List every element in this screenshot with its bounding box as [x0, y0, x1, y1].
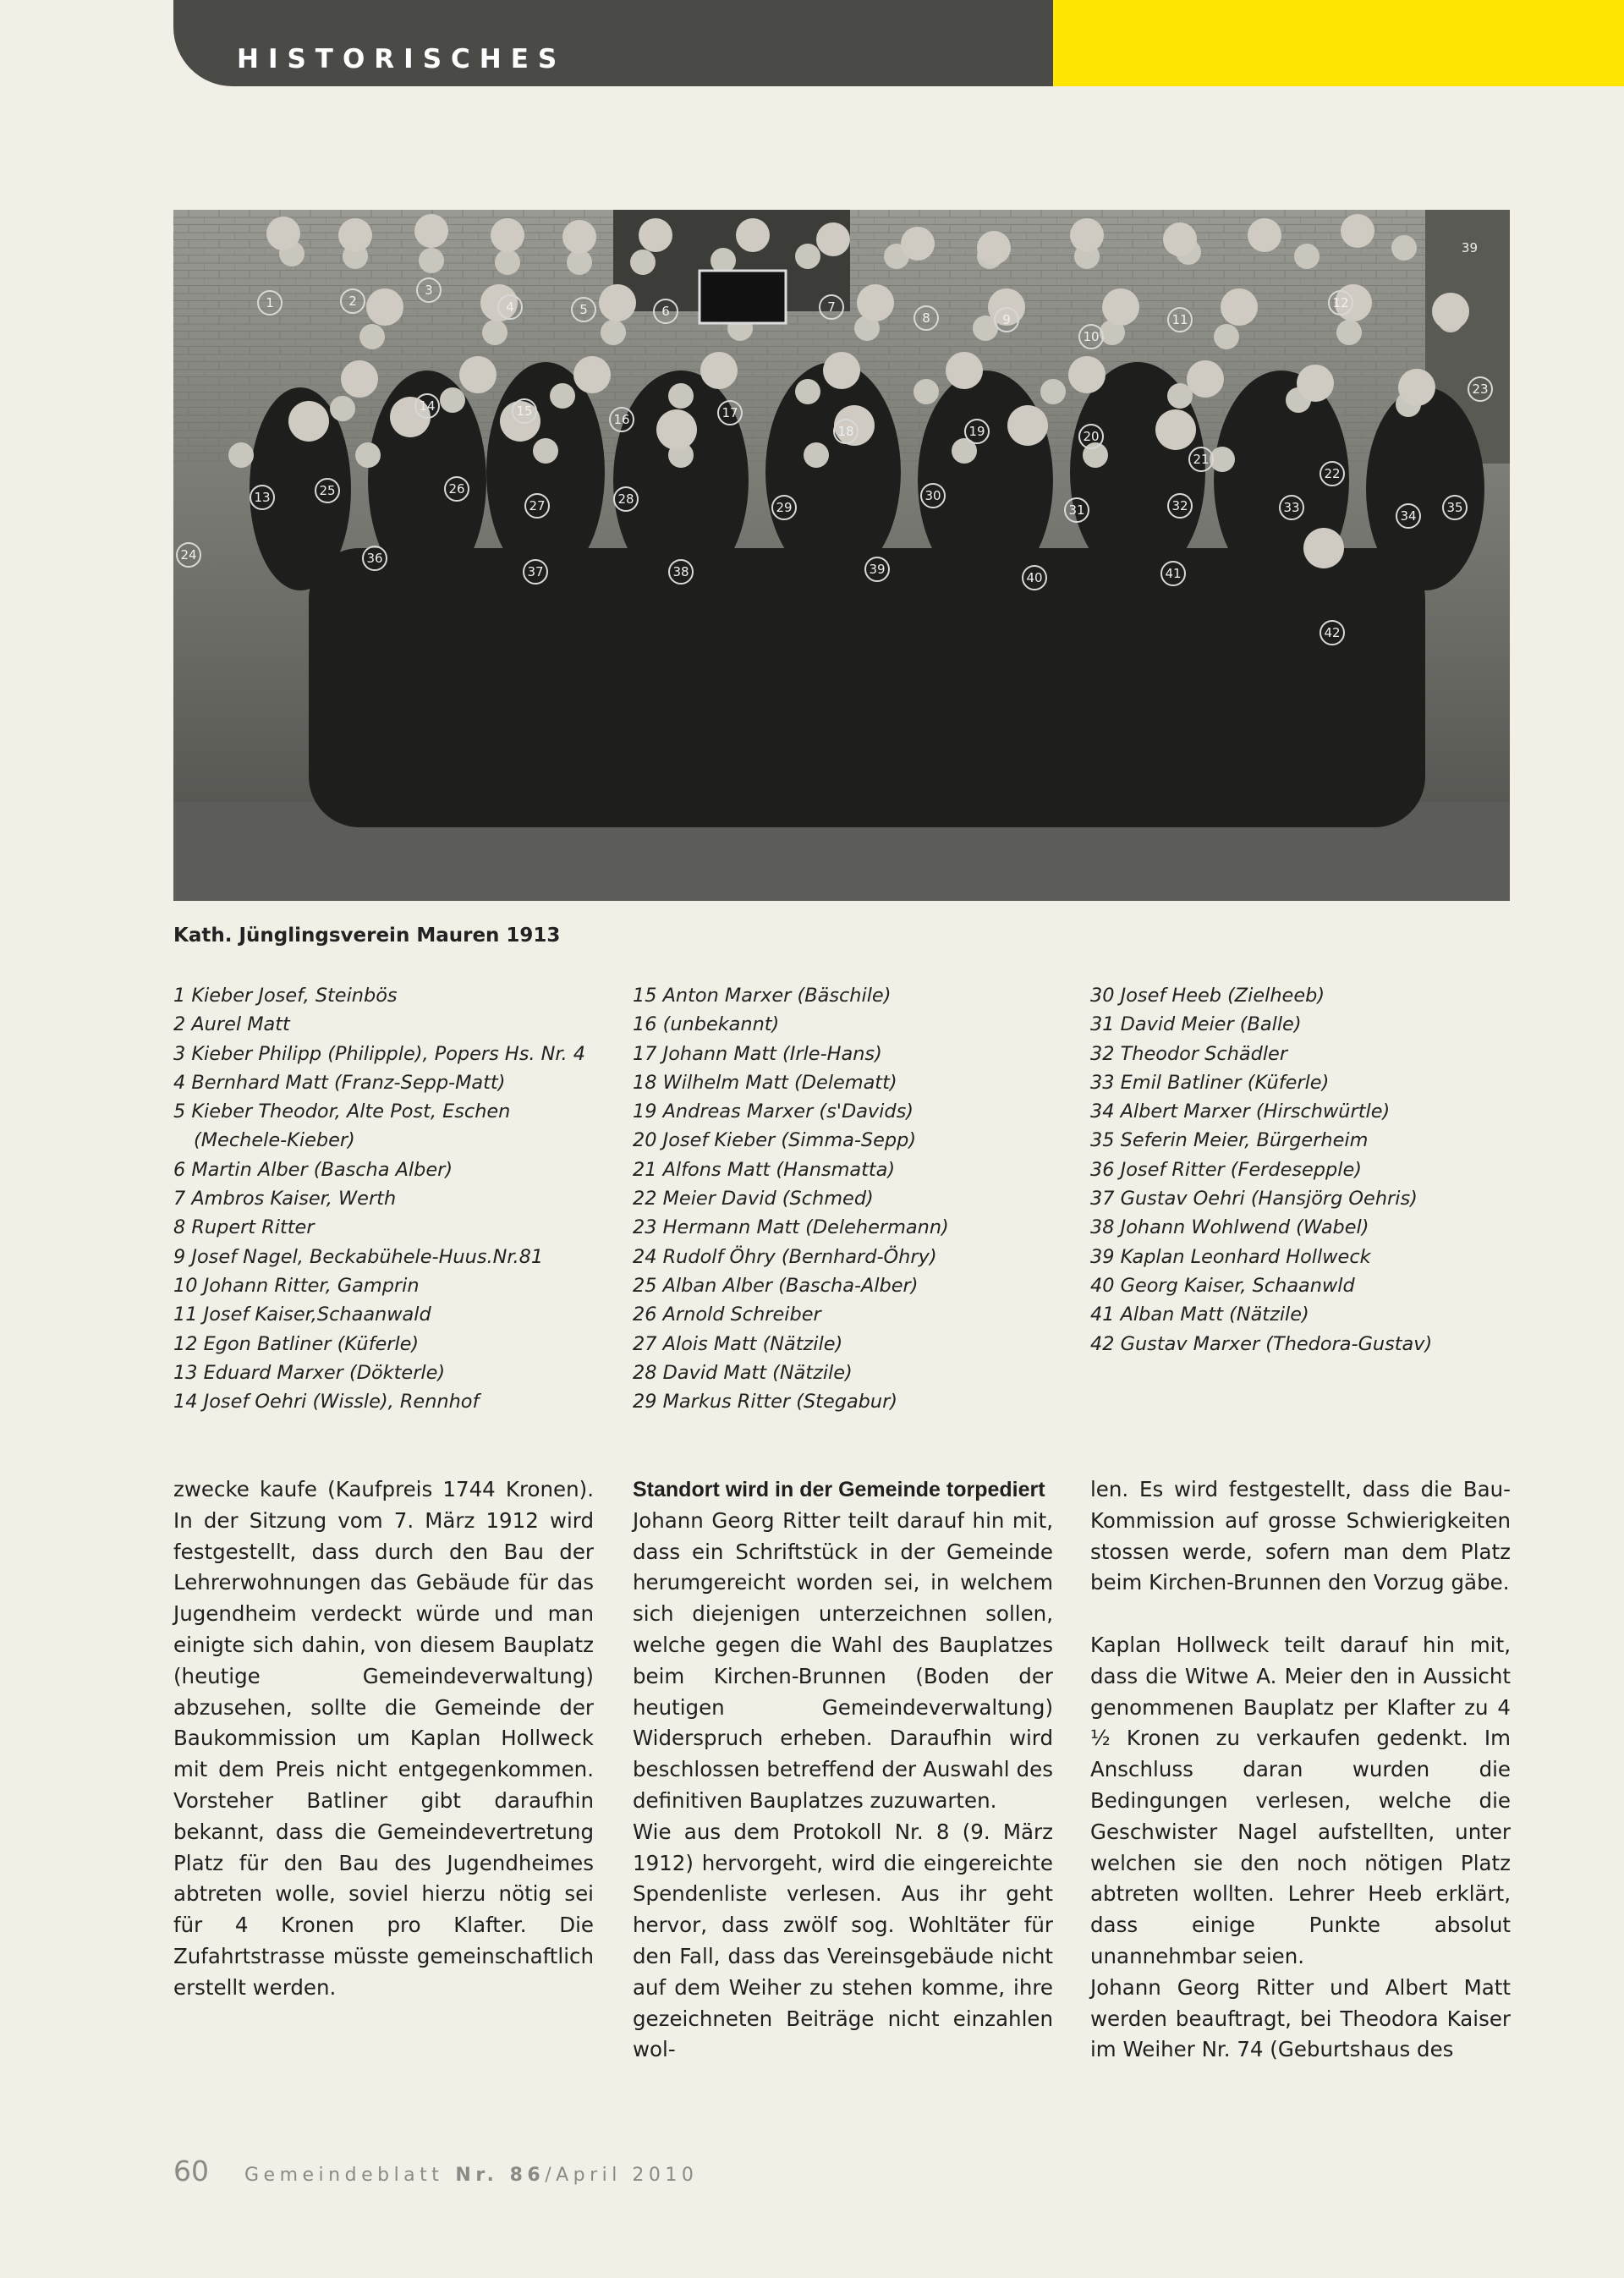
- paragraph: Kaplan Hollweck teilt darauf hin mit, dass die Witwe A. Meier den in Aussicht genommenen Bauplatz per Klafter zu 4 ½ Kronen zu verkaufen gedenkt. Im Anschluss daran wurden die Bedingungen verlesen, welche die Geschwister Nagel aufstellten, unter welchen sie den noch nötigen Platz abtreten wollten. Lehrer Heeb erklärt, dass einige Punkte absolut unannehmbar seien.: [1090, 1632, 1511, 1968]
- photo-caption-title: Kath. Jünglingsverein Mauren 1913: [173, 925, 561, 947]
- name-list-item: (Mechele-Kieber): [194, 1129, 355, 1152]
- photo-number: 39: [869, 562, 886, 577]
- name-list-item: 41 Alban Matt (Nätzile): [1090, 1304, 1309, 1326]
- header-accent: [1053, 0, 1624, 86]
- photo-number: 8: [922, 310, 930, 326]
- paragraph: Johann Georg Ritter und Albert Matt werden beauftragt, bei Theodora Kaiser im Weiher Nr. 74 (Geburtshaus des: [1090, 1974, 1511, 2062]
- name-list-item: 21 Alfons Matt (Hansmatta): [633, 1158, 896, 1181]
- photo-number: 13: [254, 490, 271, 505]
- name-list-item: 38 Johann Wohlwend (Wabel): [1090, 1216, 1369, 1239]
- photo-number: 27: [529, 498, 546, 513]
- article-column-3: [1090, 1474, 1511, 2066]
- photo-number: 36: [366, 551, 383, 566]
- name-list-column-2: [633, 981, 949, 1416]
- photo-corner-label: 39: [1461, 240, 1478, 255]
- name-list-item: 33 Emil Batliner (Küferle): [1090, 1071, 1330, 1094]
- page-footer: [173, 2154, 698, 2187]
- name-list-item: 1 Kieber Josef, Steinbös: [173, 985, 398, 1007]
- group-photo-illustration: [173, 210, 1510, 901]
- photo-number: 25: [319, 483, 336, 498]
- name-list-item: 23 Hermann Matt (Delehermann): [633, 1216, 949, 1239]
- name-list-item: 31 David Meier (Balle): [1090, 1013, 1302, 1036]
- name-list-item: 19 Andreas Marxer (s'Davids): [633, 1101, 914, 1123]
- photo-number: 32: [1171, 498, 1188, 513]
- name-list-item: 42 Gustav Marxer (Thedora-Gustav): [1090, 1332, 1433, 1355]
- photo-number: 2: [348, 294, 357, 309]
- name-list-item: 18 Wilhelm Matt (Delematt): [633, 1071, 897, 1094]
- photo-number: 16: [613, 412, 630, 427]
- name-list-item: 27 Alois Matt (Nätzile): [633, 1332, 843, 1355]
- name-list-item: 36 Josef Ritter (Ferdesepple): [1090, 1158, 1362, 1181]
- photo-number: 33: [1283, 500, 1300, 515]
- name-list-item: 25 Alban Alber (Bascha-Alber): [633, 1274, 919, 1297]
- name-list-item: 39 Kaplan Leonhard Hollweck: [1090, 1245, 1371, 1268]
- name-list-item: 3 Kieber Philipp (Philipple), Popers Hs. Nr. 4: [173, 1042, 586, 1065]
- photo-number: 24: [180, 547, 197, 563]
- name-list-item: 11 Josef Kaiser,Schaanwald: [173, 1304, 431, 1326]
- name-list-item: 12 Egon Batliner (Küferle): [173, 1332, 420, 1355]
- name-list-item: 32 Theodor Schädler: [1090, 1042, 1288, 1065]
- photo-number: 9: [1002, 312, 1011, 327]
- photo-number: 12: [1332, 295, 1349, 310]
- photo-number: 35: [1446, 500, 1463, 515]
- name-list-item: 30 Josef Heeb (Zielheeb): [1090, 985, 1325, 1007]
- issue-number: Nr. 86: [455, 2165, 546, 2186]
- name-list-item: 14 Josef Oehri (Wissle), Rennhof: [173, 1391, 480, 1413]
- photo-number: 38: [672, 564, 689, 579]
- photo-number: 40: [1026, 570, 1043, 585]
- name-list-item: 13 Eduard Marxer (Dökterle): [173, 1361, 446, 1384]
- photo-number: 7: [827, 299, 836, 315]
- photo-number: 14: [419, 398, 436, 414]
- name-list-item: 28 David Matt (Nätzile): [633, 1361, 853, 1384]
- photo-number: 1: [266, 295, 274, 310]
- name-list-column-1: [173, 981, 585, 1416]
- photo-number: 41: [1165, 566, 1182, 581]
- name-list-item: 6 Martin Alber (Bascha Alber): [173, 1158, 453, 1181]
- photo-number: 37: [527, 564, 544, 579]
- photo-number: 19: [968, 424, 985, 439]
- name-list-item: 26 Arnold Schreiber: [633, 1304, 821, 1326]
- paragraph: len. Es wird festgestellt, dass die Bau-Kommission auf grosse Schwierigkeiten stossen werde, sofern man dem Platz beim Kirchen-Brunnen den Vorzug gäbe.: [1090, 1477, 1511, 1595]
- photo-number: 20: [1083, 429, 1100, 444]
- photo-number: 21: [1193, 452, 1210, 467]
- name-list-item: 5 Kieber Theodor, Alte Post, Eschen: [173, 1101, 511, 1123]
- name-list-item: 10 Johann Ritter, Gamprin: [173, 1274, 420, 1297]
- page-number: 60: [173, 2154, 209, 2187]
- name-list-item: 17 Johann Matt (Irle-Hans): [633, 1042, 882, 1065]
- name-list-item: 7 Ambros Kaiser, Werth: [173, 1188, 397, 1210]
- photo-number: 26: [448, 481, 465, 497]
- subheading: Standort wird in der Gemeinde torpediert: [633, 1478, 1045, 1501]
- article-column-2: [633, 1474, 1053, 2066]
- paragraph-gap: [1090, 1599, 1511, 1630]
- name-list-item: 29 Markus Ritter (Stegabur): [633, 1391, 898, 1413]
- photo-number: 4: [506, 299, 514, 315]
- paragraph: Wie aus dem Protokoll Nr. 8 (9. März 1912) hervorgeht, wird die eingereichte Spendenliste verlesen. Aus ihr geht hervor, dass zwölf sog. Wohltäter für den Fall, dass das Vereinsgebäude nicht auf dem Weiher zu stehen komme, ihre gezeichneten Beiträge nicht einzahlen wol-: [633, 1819, 1053, 2062]
- photo-number: 23: [1472, 381, 1489, 397]
- photo-number: 17: [721, 405, 738, 420]
- paragraph: zwecke kaufe (Kaufpreis 1744 Kronen). In der Sitzung vom 7. März 1912 wird festgestellt, dass durch den Bau der Lehrerwohnungen das Gebäude für das Jugendheim verdeckt würde und man einigte sich dahin, von diesem Bauplatz (heutige Gemeindeverwaltung) abzusehen, sollte die Gemeinde der Baukommission um Kaplan Hollweck mit dem Preis nicht entgegenkommen. Vorsteher Batliner gibt daraufhin bekannt, dass die Gemeindevertretung Platz für den Bau des Jugendheimes abtreten wolle, soviel hierzu nötig sei für 4 Kronen pro Klafter. Die Zufahrtstrasse müsste gemeinschaftlich erstellt werden.: [173, 1477, 594, 2000]
- photo-number: 11: [1171, 312, 1188, 327]
- name-list-item: 16 (unbekannt): [633, 1013, 780, 1036]
- name-list-item: 34 Albert Marxer (Hirschwürtle): [1090, 1101, 1391, 1123]
- paragraph: Johann Georg Ritter teilt darauf hin mit, dass ein Schriftstück in der Gemeinde herumgereicht worden sei, in welchem sich diejenigen unterzeichnen sollen, welche gegen die Wahl des Bauplatzes beim Kirchen-Brunnen (Boden der heutigen Gemeindeverwaltung) Widerspruch erheben. Daraufhin wird beschlossen betreffend der Auswahl des definitiven Bauplatzes zuzuwarten.: [633, 1507, 1053, 1813]
- name-list-item: 15 Anton Marxer (Bäschile): [633, 985, 892, 1007]
- photo-number: 30: [924, 488, 941, 503]
- photo-number: 31: [1068, 502, 1085, 518]
- name-list-item: 20 Josef Kieber (Simma-Sepp): [633, 1129, 917, 1152]
- group-photo: [173, 210, 1510, 901]
- name-list-item: 37 Gustav Oehri (Hansjörg Oehris): [1090, 1188, 1418, 1210]
- photo-number: 22: [1324, 466, 1341, 481]
- name-list-item: 24 Rudolf Öhry (Bernhard-Öhry): [633, 1245, 937, 1268]
- article-column-1: [173, 1474, 594, 2004]
- name-list-item: 8 Rupert Ritter: [173, 1216, 315, 1239]
- photo-number: 15: [516, 403, 533, 419]
- photo-number: 18: [837, 424, 854, 439]
- name-list-item: 35 Seferin Meier, Bürgerheim: [1090, 1129, 1369, 1152]
- publication-name: Gemeindeblatt: [244, 2165, 444, 2186]
- photo-number: 5: [579, 302, 588, 317]
- section-title: HISTORISCHES: [237, 44, 567, 74]
- photo-number: 6: [661, 304, 670, 319]
- name-list-item: 9 Josef Nagel, Beckabühele-Huus.Nr.81: [173, 1245, 544, 1268]
- name-list-item: 4 Bernhard Matt (Franz-Sepp-Matt): [173, 1071, 506, 1094]
- photo-number: 34: [1400, 508, 1417, 524]
- name-list-item: 40 Georg Kaiser, Schaanwld: [1090, 1274, 1355, 1297]
- photo-number: 42: [1324, 625, 1341, 640]
- name-list-item: 2 Aurel Matt: [173, 1013, 290, 1036]
- name-list-item: 22 Meier David (Schmed): [633, 1188, 874, 1210]
- name-list-column-3: [1090, 981, 1432, 1359]
- issue-date: /April 2010: [545, 2165, 699, 2186]
- photo-number: 3: [425, 283, 433, 298]
- photo-number: 29: [776, 500, 793, 515]
- photo-number: 28: [617, 491, 634, 507]
- photo-number: 10: [1083, 329, 1100, 344]
